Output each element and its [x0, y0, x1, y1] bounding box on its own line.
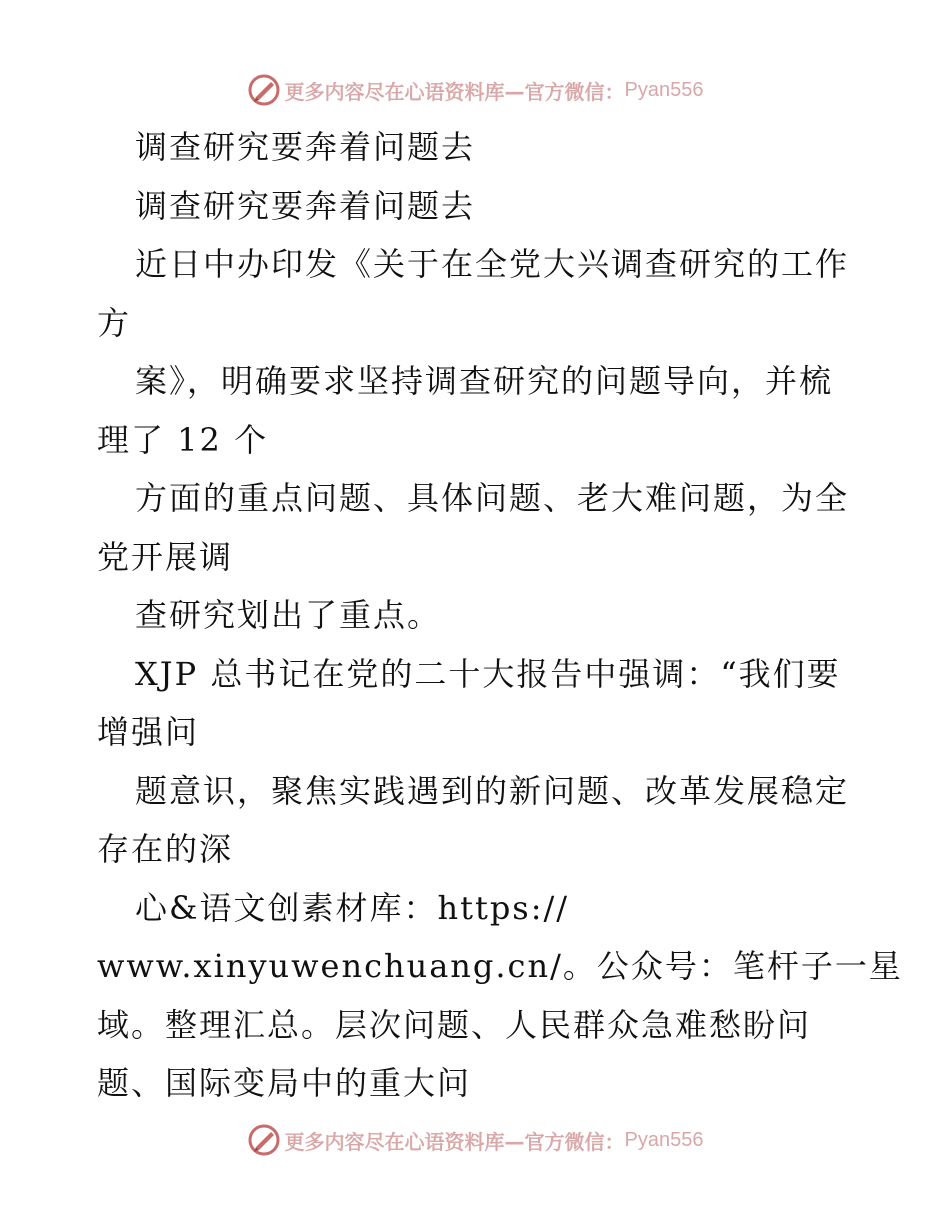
footer-banner: [0, 1120, 950, 1160]
text-line: www.xinyuwenchuang.cn/。公众号：笔杆子一星: [97, 947, 903, 985]
brand-logo-icon: [247, 73, 281, 107]
text-line: 调查研究要奔着问题去: [135, 186, 476, 225]
text-line: 题、国际变局中的重大问: [97, 1064, 472, 1102]
text-line: 心&语文创素材库：https://: [135, 888, 570, 927]
header-banner-text: 更多内容尽在心语资料库—官方微信：: [284, 79, 625, 104]
header-banner: [0, 70, 950, 110]
footer-banner-text: 更多内容尽在心语资料库—官方微信：: [284, 1129, 625, 1154]
text-line: XJP 总书记在党的二十大报告中强调：“我们要: [135, 654, 841, 693]
text-line: 域。整理汇总。层次问题、人民群众急难愁盼问: [97, 1005, 812, 1044]
header-banner-handle: Pyan556: [624, 78, 704, 101]
text-line: 查研究划出了重点。: [135, 596, 442, 634]
text-line: 调查研究要奔着问题去: [135, 128, 476, 166]
text-line: 党开展调: [97, 537, 234, 576]
text-line: 存在的深: [97, 830, 234, 868]
text-line: 题意识，聚焦实践遇到的新问题、改革发展稳定: [135, 771, 850, 810]
document-body: [97, 118, 903, 1113]
text-line: 方面的重点问题、具体问题、老大难问题，为全: [135, 479, 850, 517]
text-line: 增强问: [97, 713, 200, 751]
text-line: 理了 12 个: [97, 420, 269, 459]
brand-logo-icon: [247, 1123, 281, 1157]
footer-banner-handle: Pyan556: [624, 1128, 704, 1151]
text-line: 案》，明确要求坚持调查研究的问题导向，并梳: [135, 362, 834, 400]
text-line: 近日中办印发《关于在全党大兴调查研究的工作: [135, 245, 850, 283]
text-line: 方: [97, 303, 132, 342]
